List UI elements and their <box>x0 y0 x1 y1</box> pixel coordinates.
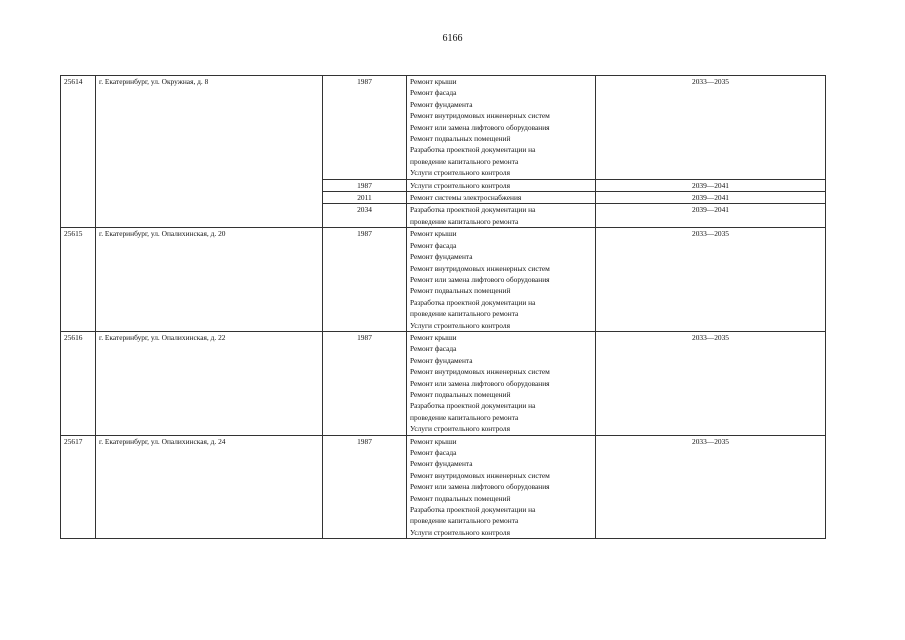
work-item: Разработка проектной документации на <box>410 145 536 155</box>
work-item: Ремонт или замена лифтового оборудования <box>410 274 550 284</box>
work-item: Услуги строительного контроля <box>410 424 510 434</box>
work-item: Ремонт фундамента <box>410 99 473 109</box>
year-cell: 1987 <box>323 331 407 435</box>
work-item: Ремонт фундамента <box>410 459 473 469</box>
work-item: Разработка проектной документации на <box>410 401 536 411</box>
work-item: Ремонт или замена лифтового оборудования <box>410 378 550 388</box>
table-body <box>61 76 826 539</box>
year-cell: 1987 <box>323 76 407 180</box>
works-cell <box>407 179 596 191</box>
work-item: Ремонт подвальных помещений <box>410 389 511 399</box>
work-item: Ремонт подвальных помещений <box>410 286 511 296</box>
work-item: Ремонт фасада <box>410 448 457 457</box>
work-item: проведение капитального ремонта <box>410 516 519 526</box>
period-cell: 2033—2035 <box>596 435 826 539</box>
work-item: Ремонт фундамента <box>410 355 473 365</box>
works-cell <box>407 192 596 204</box>
work-item: Ремонт подвальных помещений <box>410 134 511 144</box>
work-item: Ремонт подвальных помещений <box>410 493 511 503</box>
house-id-cell: 25616 <box>61 331 96 435</box>
year-cell: 2011 <box>323 192 407 204</box>
repair-schedule-table <box>60 75 826 539</box>
work-item: Ремонт или замена лифтового оборудования <box>410 482 550 492</box>
work-item: Услуги строительного контроля <box>410 320 510 330</box>
works-cell <box>407 435 596 539</box>
work-item: Услуги строительного контроля <box>410 180 510 190</box>
work-item: Ремонт системы электроснабжения <box>410 193 522 203</box>
works-cell <box>407 228 596 332</box>
house-id-cell: 25614 <box>61 76 96 228</box>
work-item: Ремонт фундамента <box>410 252 473 262</box>
work-item: Разработка проектной документации на <box>410 205 536 215</box>
year-cell: 2034 <box>323 204 407 228</box>
period-cell: 2033—2035 <box>596 228 826 332</box>
page-number: 6166 <box>442 33 463 44</box>
works-cell <box>407 204 596 228</box>
address-cell: г. Екатеринбург, ул. Опалихинская, д. 20 <box>96 228 323 332</box>
address-cell: г. Екатеринбург, ул. Опалихинская, д. 22 <box>96 331 323 435</box>
work-item: Ремонт крыши <box>410 332 457 342</box>
work-item: Ремонт крыши <box>410 436 457 446</box>
work-item: Ремонт крыши <box>410 77 457 86</box>
work-item: Ремонт фасада <box>410 88 457 98</box>
work-item: Услуги строительного контроля <box>410 168 510 178</box>
year-cell: 1987 <box>323 435 407 539</box>
period-cell: 2039—2041 <box>596 192 826 204</box>
address-cell: г. Екатеринбург, ул. Опалихинская, д. 24 <box>96 435 323 539</box>
work-item: проведение капитального ремонта <box>410 412 519 422</box>
address-cell: г. Екатеринбург, ул. Окружная, д. 8 <box>96 76 323 228</box>
work-item: Ремонт внутридомовых инженерных систем <box>410 367 550 377</box>
works-cell <box>407 331 596 435</box>
work-item: Ремонт внутридомовых инженерных систем <box>410 263 550 273</box>
work-item: Ремонт фасада <box>410 240 457 250</box>
year-cell: 1987 <box>323 228 407 332</box>
work-item: Ремонт или замена лифтового оборудования <box>410 122 550 132</box>
table-row <box>61 331 826 435</box>
period-cell: 2033—2035 <box>596 76 826 180</box>
house-id-cell: 25615 <box>61 228 96 332</box>
work-item: проведение капитального ремонта <box>410 156 519 166</box>
works-cell <box>407 76 596 180</box>
period-cell: 2039—2041 <box>596 179 826 191</box>
work-item: Ремонт внутридомовых инженерных систем <box>410 111 550 121</box>
year-cell: 1987 <box>323 179 407 191</box>
work-item: Ремонт внутридомовых инженерных систем <box>410 470 550 480</box>
period-cell: 2033—2035 <box>596 331 826 435</box>
work-item: Услуги строительного контроля <box>410 527 510 537</box>
work-item: проведение капитального ремонта <box>410 309 519 319</box>
work-item: проведение капитального ремонта <box>410 216 519 226</box>
house-id-cell: 25617 <box>61 435 96 539</box>
work-item: Разработка проектной документации на <box>410 505 536 515</box>
period-cell: 2039—2041 <box>596 204 826 228</box>
table-row <box>61 76 826 180</box>
work-item: Ремонт фасада <box>410 344 457 354</box>
table-row <box>61 228 826 332</box>
work-item: Разработка проектной документации на <box>410 297 536 307</box>
work-item: Ремонт крыши <box>410 229 457 239</box>
table-row <box>61 435 826 539</box>
